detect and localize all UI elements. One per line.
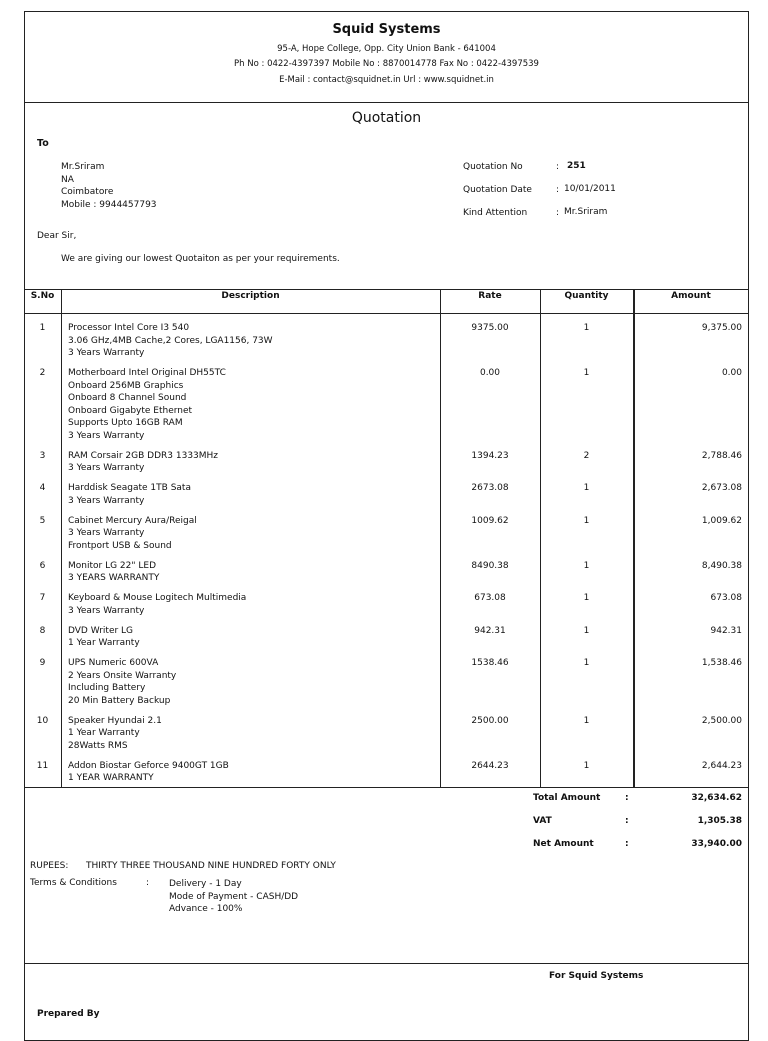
item-description-line: RAM Corsair 2GB DDR3 1333MHz: [68, 450, 219, 461]
item-description-line: UPS Numeric 600VA: [68, 658, 159, 668]
item-rate: 8490.38: [471, 560, 509, 571]
item-rate: 2644.23: [471, 760, 509, 771]
item-rate: 1394.23: [471, 450, 509, 461]
term-advance: Advance - 100%: [169, 904, 243, 914]
table-top-border: [24, 289, 749, 290]
for-company: For Squid Systems: [549, 971, 644, 981]
doc-title: Quotation: [351, 110, 422, 126]
header-sno: S.No: [30, 291, 55, 301]
item-amount: 0.00: [721, 368, 742, 378]
item-description-line: Keyboard & Mouse Logitech Multimedia: [68, 593, 247, 603]
item-description: [68, 560, 438, 585]
item-amount: 942.31: [710, 625, 742, 636]
col-divider-sno: [61, 289, 62, 787]
net-amount-value: 33,940.00: [691, 839, 742, 849]
net-amount-sep: :: [625, 839, 629, 849]
item-description: [68, 450, 438, 475]
term-delivery: Delivery - 1 Day: [169, 879, 242, 889]
item-description: [68, 515, 438, 553]
total-amount-label: Total Amount: [533, 793, 601, 803]
item-description: [68, 592, 438, 617]
item-description-line: 3.06 GHz,4MB Cache,2 Cores, LGA1156, 73W: [68, 335, 273, 346]
terms-label: Terms & Conditions: [30, 878, 117, 888]
vat-label: VAT: [533, 816, 552, 826]
item-description-line: Including Battery: [68, 683, 146, 693]
item-amount: 2,500.00: [701, 715, 742, 726]
item-description-line: 2 Years Onsite Warranty: [68, 670, 177, 681]
net-amount-label: Net Amount: [533, 839, 594, 849]
item-description-line: Onboard Gigabyte Ethernet: [68, 405, 193, 416]
customer-line2: NA: [61, 174, 74, 185]
item-amount: 1,538.46: [701, 658, 742, 668]
vat-sep: :: [625, 816, 629, 826]
item-description: [68, 657, 438, 707]
item-quantity: 1: [583, 760, 590, 771]
kind-attention: Mr.Sriram: [564, 207, 608, 217]
item-description-line: 3 Years Warranty: [68, 348, 145, 358]
meta-sep-no: :: [556, 162, 560, 172]
prepared-by: Prepared By: [37, 1009, 100, 1019]
header-rate: Rate: [478, 291, 502, 301]
item-quantity: 1: [583, 560, 590, 571]
item-sno: 6: [39, 560, 46, 571]
item-description-line: 1 Year Warranty: [68, 728, 140, 738]
item-amount: 2,788.46: [701, 450, 742, 461]
item-amount: 2,644.23: [701, 760, 742, 771]
item-amount: 673.08: [710, 593, 742, 603]
customer-city: Coimbatore: [61, 187, 114, 197]
item-description-line: Onboard 8 Channel Sound: [68, 393, 187, 403]
item-rate: 1538.46: [471, 658, 509, 668]
header-description: Description: [221, 291, 280, 301]
item-amount: 8,490.38: [701, 560, 742, 571]
item-description-line: Addon Biostar Geforce 9400GT 1GB: [68, 760, 229, 771]
item-rate: 2673.08: [471, 483, 509, 493]
header-quantity: Quantity: [564, 291, 609, 301]
item-description-line: Supports Upto 16GB RAM: [68, 418, 183, 428]
item-description-line: 1 YEAR WARRANTY: [68, 773, 154, 783]
item-description: [68, 322, 438, 360]
salutation: Dear Sir,: [37, 231, 77, 241]
item-description-line: 1 Year Warranty: [68, 638, 140, 648]
item-sno: 5: [39, 515, 46, 526]
customer-name: Mr.Sriram: [61, 162, 105, 172]
item-amount: 1,009.62: [701, 515, 742, 526]
item-quantity: 1: [583, 715, 590, 726]
item-rate: 9375.00: [471, 323, 509, 333]
item-description-line: Onboard 256MB Graphics: [68, 380, 184, 391]
customer-mobile: Mobile : 9944457793: [61, 199, 157, 210]
item-description: [68, 715, 438, 753]
company-contact: E-Mail : contact@squidnet.in Url : www.squidnet.in: [279, 75, 494, 85]
item-description-line: Motherboard Intel Original DH55TC: [68, 368, 226, 378]
total-amount-sep: :: [625, 793, 629, 803]
col-divider-qty: [633, 289, 635, 787]
to-label: To: [37, 138, 49, 149]
item-amount: 2,673.08: [701, 483, 742, 493]
item-quantity: 2: [583, 450, 590, 461]
item-rate: 942.31: [474, 625, 506, 636]
quotation-date: 10/01/2011: [564, 184, 616, 194]
col-divider-rate: [540, 289, 541, 787]
item-description-line: Frontport USB & Sound: [68, 540, 172, 551]
item-description: [68, 482, 438, 507]
header-amount: Amount: [671, 291, 711, 301]
item-description-line: Speaker Hyundai 2.1: [68, 715, 162, 726]
terms-list: [169, 878, 298, 916]
item-sno: 10: [36, 715, 49, 726]
footer-divider: [24, 963, 749, 964]
item-quantity: 1: [583, 515, 590, 526]
item-rate: 1009.62: [471, 515, 509, 526]
table-header-border: [24, 313, 749, 314]
item-quantity: 1: [583, 323, 590, 333]
item-rate: 673.08: [474, 593, 506, 603]
item-description-line: 28Watts RMS: [68, 740, 128, 751]
item-description-line: Processor Intel Core I3 540: [68, 323, 190, 333]
meta-sep-attention: :: [556, 208, 560, 218]
item-sno: 1: [39, 323, 46, 333]
item-sno: 2: [39, 368, 46, 378]
item-description-line: DVD Writer LG: [68, 625, 134, 636]
item-description-line: Monitor LG 22" LED: [68, 560, 157, 571]
item-amount: 9,375.00: [701, 323, 742, 333]
vat-value: 1,305.38: [697, 816, 742, 826]
item-description-line: 3 YEARS WARRANTY: [68, 573, 160, 583]
item-quantity: 1: [583, 658, 590, 668]
rupees-words: THIRTY THREE THOUSAND NINE HUNDRED FORTY ONLY: [86, 861, 336, 871]
item-description: [68, 760, 438, 785]
item-quantity: 1: [583, 483, 590, 493]
item-description: [68, 367, 438, 442]
item-sno: 9: [39, 658, 46, 668]
item-description-line: 3 Years Warranty: [68, 430, 145, 441]
intro-text: We are giving our lowest Quotaiton as per your requirements.: [61, 254, 340, 264]
meta-label-date: Quotation Date: [463, 185, 532, 195]
customer-address: [61, 161, 157, 211]
item-description-line: 3 Years Warranty: [68, 495, 145, 506]
item-rate: 0.00: [479, 368, 501, 378]
item-sno: 3: [39, 450, 46, 461]
item-description-line: Cabinet Mercury Aura/Reigal: [68, 515, 197, 526]
item-description: [68, 625, 438, 650]
term-payment: Mode of Payment - CASH/DD: [169, 891, 299, 902]
terms-sep: :: [146, 878, 150, 888]
item-sno: 8: [39, 625, 46, 636]
item-description-line: Harddisk Seagate 1TB Sata: [68, 483, 191, 493]
item-description-line: 20 Min Battery Backup: [68, 695, 171, 706]
meta-label-attention: Kind Attention: [463, 208, 528, 218]
rupees-label: RUPEES:: [30, 861, 69, 871]
item-quantity: 1: [583, 593, 590, 603]
item-description-line: 3 Years Warranty: [68, 463, 145, 473]
quotation-number: 251: [567, 161, 586, 171]
company-address: 95-A, Hope College, Opp. City Union Bank - 641004: [277, 44, 496, 54]
item-sno: 11: [36, 760, 49, 771]
col-divider-desc: [440, 289, 441, 787]
meta-sep-date: :: [556, 185, 560, 195]
item-rate: 2500.00: [471, 715, 509, 726]
meta-label-no: Quotation No: [463, 162, 523, 172]
header-divider: [24, 102, 749, 103]
table-bottom-border: [24, 787, 749, 788]
company-phones: Ph No : 0422-4397397 Mobile No : 8870014778 Fax No : 0422-4397539: [234, 59, 539, 69]
item-quantity: 1: [583, 625, 590, 636]
total-amount-value: 32,634.62: [691, 793, 742, 803]
item-sno: 7: [39, 593, 46, 603]
item-description-line: 3 Years Warranty: [68, 605, 145, 616]
item-sno: 4: [39, 483, 46, 493]
company-name: Squid Systems: [332, 22, 441, 37]
item-quantity: 1: [583, 368, 590, 378]
item-description-line: 3 Years Warranty: [68, 528, 145, 538]
